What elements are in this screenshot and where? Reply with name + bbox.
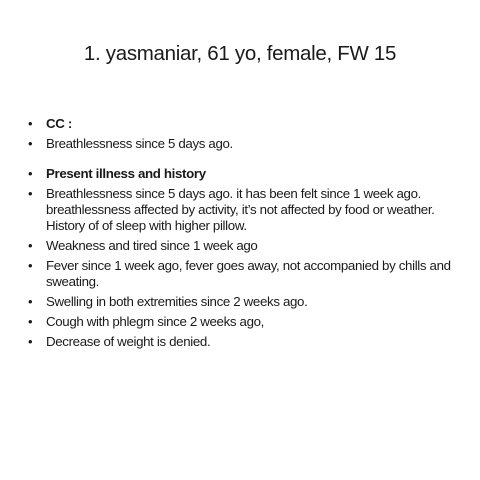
bullet-item-weakness [28, 238, 458, 254]
bullet-item-cc [28, 136, 458, 152]
bullet-item-cough [28, 314, 458, 330]
bullet-icon: • [28, 294, 33, 309]
bullet-item-present-illness-heading [28, 166, 458, 182]
bullet-list [28, 116, 458, 354]
bullet-text: CC : [46, 116, 72, 131]
bullet-icon: • [28, 258, 33, 273]
bullet-icon: • [28, 116, 33, 131]
bullet-item-swelling [28, 294, 458, 310]
bullet-text: Fever since 1 week ago, fever goes away, not accompanied by chills and sweating. [46, 258, 451, 289]
bullet-item-weight [28, 334, 458, 350]
bullet-text: Decrease of weight is denied. [46, 334, 211, 349]
bullet-icon: • [28, 314, 33, 329]
bullet-icon: • [28, 238, 33, 253]
bullet-text: Cough with phlegm since 2 weeks ago, [46, 314, 265, 329]
bullet-text: Present illness and history [46, 166, 206, 181]
bullet-text: Breathlessness since 5 days ago. [46, 136, 233, 151]
bullet-text: Weakness and tired since 1 week ago [46, 238, 258, 253]
bullet-icon: • [28, 136, 33, 151]
bullet-text: Breathlessness since 5 days ago. it has been felt since 1 week ago. breathlessness affected by activity, it’s not affected by food or weather. History of of sleep with higher pillow. [46, 186, 435, 233]
bullet-icon: • [28, 186, 33, 201]
bullet-item-fever [28, 258, 458, 290]
slide-title: 1. yasmaniar, 61 yo, female, FW 15 [83, 42, 397, 65]
bullet-icon: • [28, 166, 33, 181]
bullet-icon: • [28, 334, 33, 349]
bullet-item-cc-heading [28, 116, 458, 132]
bullet-item-breathlessness [28, 186, 458, 234]
bullet-text: Swelling in both extremities since 2 weeks ago. [46, 294, 308, 309]
